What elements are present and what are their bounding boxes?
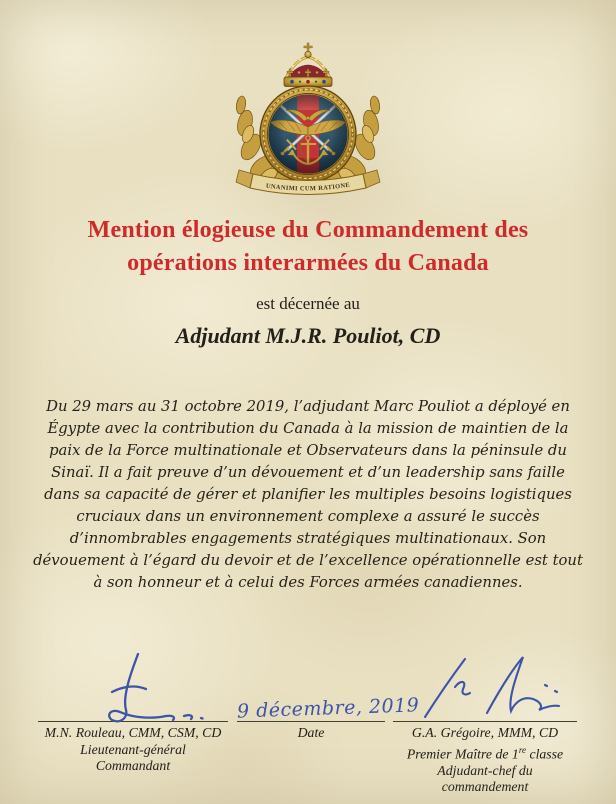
signature-commander [38, 650, 228, 775]
royal-crown [284, 43, 332, 87]
citation-paragraph: Du 29 mars au 31 octobre 2019, l’adjudant Marc Pouliot a déployé en Égypte avec la contribution du Canada à la mission de maintien de la paix de la Force multinationale et Observateurs dans la péninsule du Sinaï. Il a fait preuve d’un dévouement et d’un leadership sans faille dans sa capacité de gérer et planifier les multiples besoins logistiques cruciaux dans un environnement complexe a assuré le succès d’innombrables engagements stratégiques multinationaux. Son dévouement à l’égard du devoir et de l’excellence opérationnelle est tout à son honneur et à celui des Forces armées canadiennes. [33, 398, 583, 591]
rank-superscript: re [518, 744, 526, 755]
presentation-line: est décernée au [256, 294, 360, 313]
signature-labels-center [237, 722, 385, 742]
recipient-name: Adjudant M.J.R. Pouliot, CD [175, 323, 441, 348]
signer-role-right: Adjudant-chef du commandement [437, 762, 533, 795]
certificate-title [0, 214, 616, 280]
signature-area-center [236, 650, 420, 723]
signer-name-left: M.N. Rouleau, CMM, CSM, CD [44, 725, 222, 740]
signer-role-left: Commandant [95, 758, 171, 773]
chief-signature-ink [395, 647, 575, 725]
commander-signature-ink [60, 648, 230, 728]
handwritten-date: 9 décembre, 2019 [236, 694, 420, 723]
title-line-2: opérations interarmées du Canada [127, 250, 489, 276]
signature-area-left [38, 650, 228, 721]
signature-area-right [393, 650, 577, 721]
signature-labels-left [38, 722, 228, 775]
signature-chief [393, 650, 577, 796]
cjoc-badge [223, 26, 393, 204]
signer-name-right: G.A. Grégoire, MMM, CD [411, 725, 559, 740]
signature-labels-right [393, 722, 577, 796]
badge-field [269, 94, 348, 174]
signature-block [0, 650, 616, 795]
signer-rank-right: Premier Maître de 1re classe [406, 744, 564, 762]
title-line-1: Mention élogieuse du Commandement des [87, 217, 529, 243]
motto-text: UNANIMI CUM RATIONE [265, 181, 351, 193]
date-label: Date [297, 725, 325, 740]
signer-rank-left: Lieutenant-général [80, 741, 186, 757]
signature-date [236, 650, 420, 742]
